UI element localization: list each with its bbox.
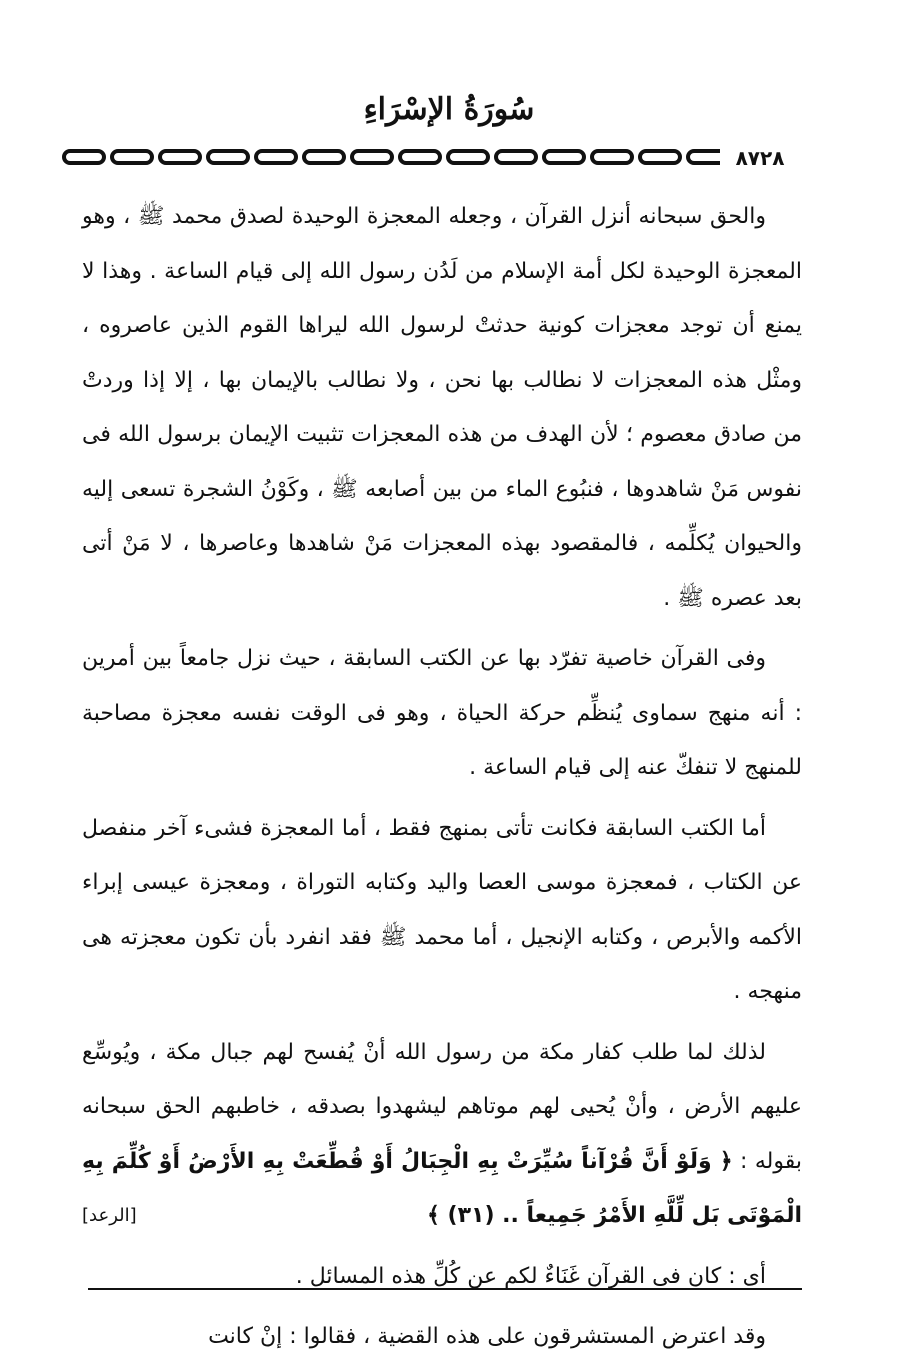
page-number: ٨٧٢٨ — [720, 146, 800, 170]
paragraph-6: وقد اعترض المستشرقون على هذه القضية ، فقالوا : إنْ كانت — [208, 1324, 766, 1349]
paragraph-1: والحق سبحانه أنزل القرآن ، وجعله المعجزة الوحيدة لصدق محمد ﷺ ، وهو المعجزة الوحيدة لكل أمة الإسلام من لَدُن رسول الله إلى قيام الساعة . وهذا لا يمنع أن توجد معجزات كونية حدثتْ لرسول الله ليراها القوم الذين عاصروه ، ومثْل هذه المعجزات لا نطالب بها نحن ، ولا نطالب بالإيمان بها ، إلا إذا وردتْ من صادق معصوم ؛ لأن الهدف من هذه المعجزات تثبيت الإيمان برسول الله فى نفوس مَنْ شاهدوها ، فنبُوع الماء من بين أصابعه ﷺ ، وكَوْنُ الشجرة تسعى إليه والحيوان يُكلِّمه ، فالمقصود بهذه المعجزات مَنْ شاهدها وعاصرها ، لا مَنْ أتى بعد عصره ﷺ . — [82, 204, 802, 611]
paragraph-3: أما الكتب السابقة فكانت تأتى بمنهج فقط ، أما المعجزة فشىء آخر منفصل عن الكتاب ، فمعجزة موسى العصا واليد وكتابه التوراة ، ومعجزة عيسى إبراء الأكمه والأبرص ، وكتابه الإنجيل ، أما محمد ﷺ فقد انفرد بأن تكون معجزته هى منهجه . — [82, 815, 802, 1004]
surah-reference: [الرعد] — [82, 1205, 137, 1226]
paragraph-5: أى : كان فى القرآن غَنَاءٌ لكم عن كُلِّ هذه المسائل . — [295, 1263, 766, 1289]
paragraph-2: وفى القرآن خاصية تفرّد بها عن الكتب السابقة ، حيث نزل جامعاً بين أمرين : أنه منهج سماوى يُنظِّم حركة الحياة ، وهو فى الوقت نفسه معجزة مصاحبة للمنهج لا تنفكّ عنه إلى قيام الساعة . — [82, 646, 802, 780]
paragraph-4-text: لذلك لما طلب كفار مكة من رسول الله أنْ يُفسح لهم جبال مكة ، ويُوسِّع عليهم الأرض ، وأنْ يُحيى لهم موتاهم ليشهدوا بصدقه ، خاطبهم الحق سبحانه بقوله : — [82, 1039, 802, 1174]
page-body — [82, 190, 802, 1371]
ornamental-divider — [60, 145, 800, 169]
footer-rule — [88, 1288, 802, 1290]
paragraph-4 — [82, 1026, 802, 1244]
quran-verse: ﴿ وَلَوْ أَنَّ قُرْآناً سُيِّرَتْ بِهِ الْجِبَالُ أَوْ قُطِّعَتْ بِهِ الأَرْضُ أَوْ كُلِّمَ بِهِ الْمَوْتَى بَل لِّلَّهِ الأَمْرُ جَمِيعاً .. (٣١) ﴾ — [82, 1148, 802, 1228]
surah-title: سُورَةُ الإسْرَاءِ — [363, 92, 535, 127]
